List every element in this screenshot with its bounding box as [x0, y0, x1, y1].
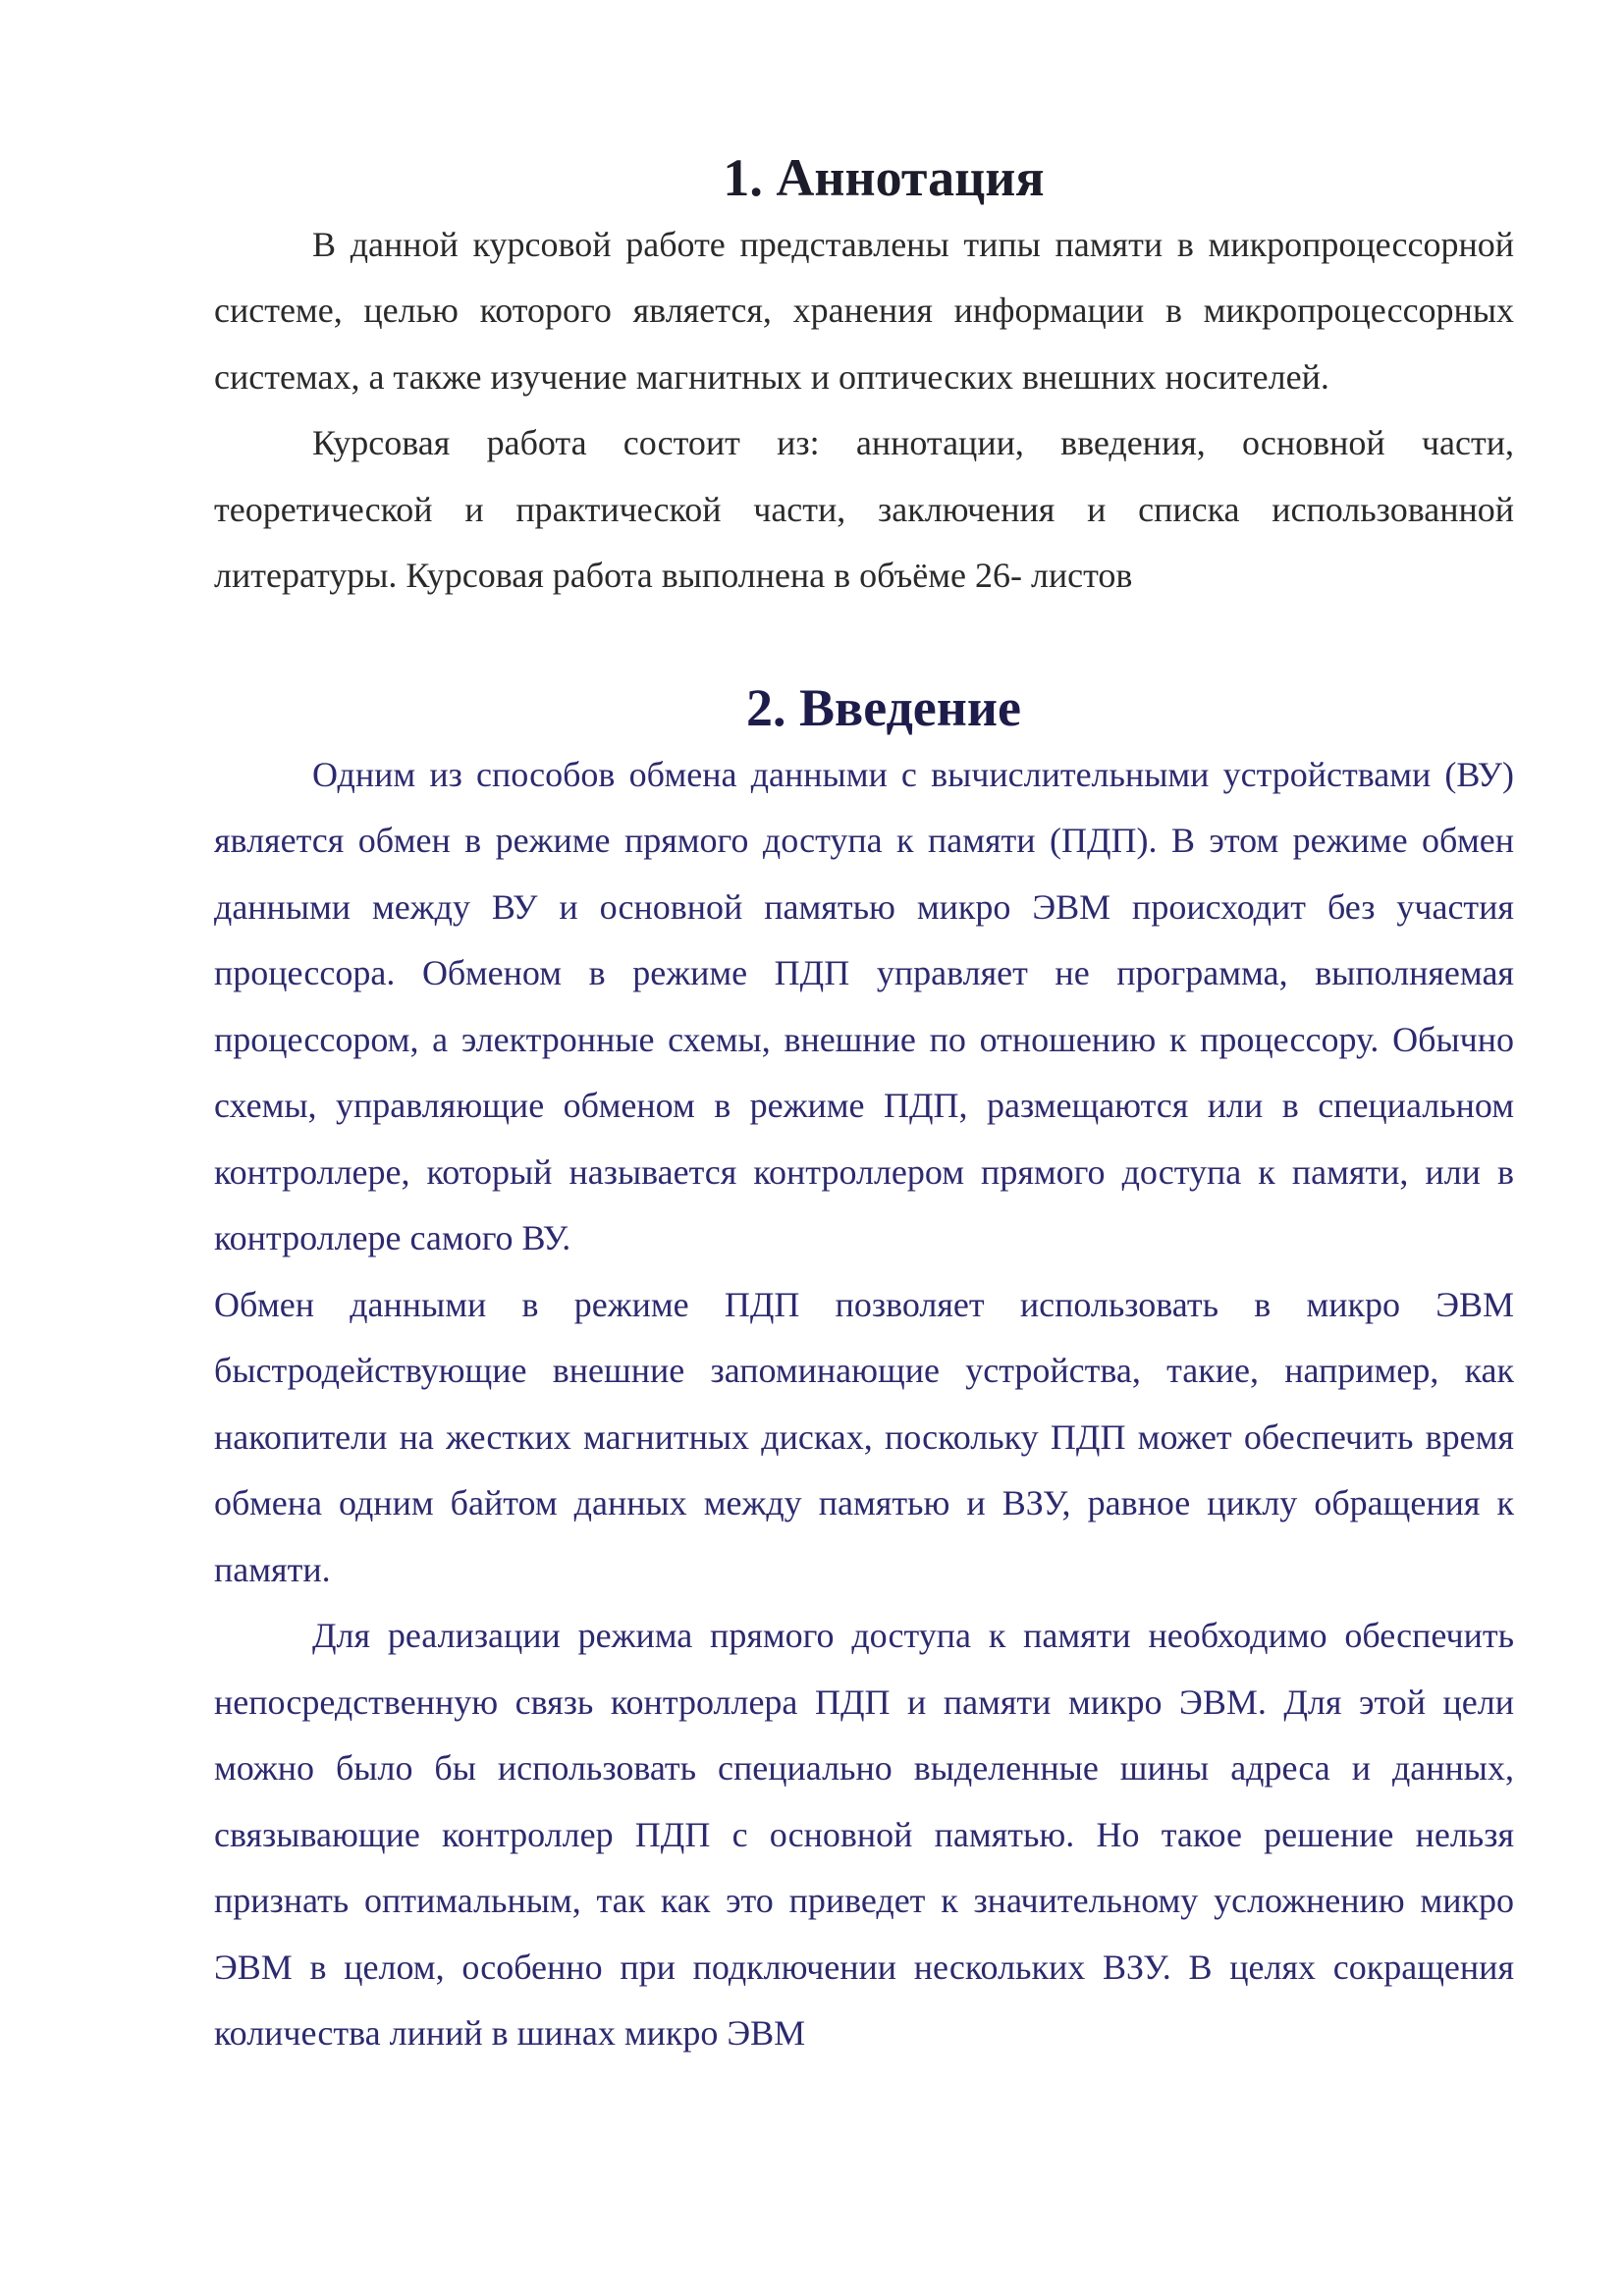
document-content [214, 145, 1514, 2067]
section-spacer [214, 610, 1514, 676]
introduction-paragraph-3: Для реализации режима прямого доступа к памяти необходимо обеспечить непосредственную связь контроллера ПДП и памяти микро ЭВМ. Для этой цели можно было бы использовать специально выделенные шины адреса и данных, связывающие контроллер ПДП с основной памятью. Но такое решение нельзя признать оптимальным, так как это приведет к значительному усложнению микро ЭВМ в целом, особенно при подключении нескольких ВЗУ. В целях сокращения количества линий в шинах микро ЭВМ [214, 1616, 1514, 2053]
annotation-paragraph-2: Курсовая работа состоит из: аннотации, введения, основной части, теоретической и практической части, заключения и списка использованной литературы. Курсовая работа выполнена в объёме 26- листов [214, 423, 1514, 595]
section-heading-annotation: 1. Аннотация [723, 148, 1045, 207]
introduction-paragraph-2: Обмен данными в режиме ПДП позволяет использовать в микро ЭВМ быстродействующие внешние запоминающие устройства, такие, например, как накопители на жестких магнитных дисках, поскольку ПДП может обеспечить время обмена одним байтом данных между памятью и ВЗУ, равное циклу обращения к памяти. [214, 1284, 1514, 1589]
annotation-paragraph-1: В данной курсовой работе представлены типы памяти в микропроцессорной системе, целью которого является, хранения информации в микропроцессорных системах, а также изучение магнитных и оптических внешних носителей. [214, 224, 1514, 397]
introduction-paragraph-1: Одним из способов обмена данными с вычислительными устройствами (ВУ) является обмен в режиме прямого доступа к памяти (ПДП). В этом режиме обмен данными между ВУ и основной памятью микро ЭВМ происходит без участия процессора. Обменом в режиме ПДП управляет не программа, выполняемая процессором, а электронные схемы, внешние по отношению к процессору. Обычно схемы, управляющие обменом в режиме ПДП, размещаются или в специальном контроллере, который называется контроллером прямого доступа к памяти, или в контроллере самого ВУ. [214, 754, 1514, 1257]
section-heading-introduction: 2. Введение [746, 678, 1021, 737]
